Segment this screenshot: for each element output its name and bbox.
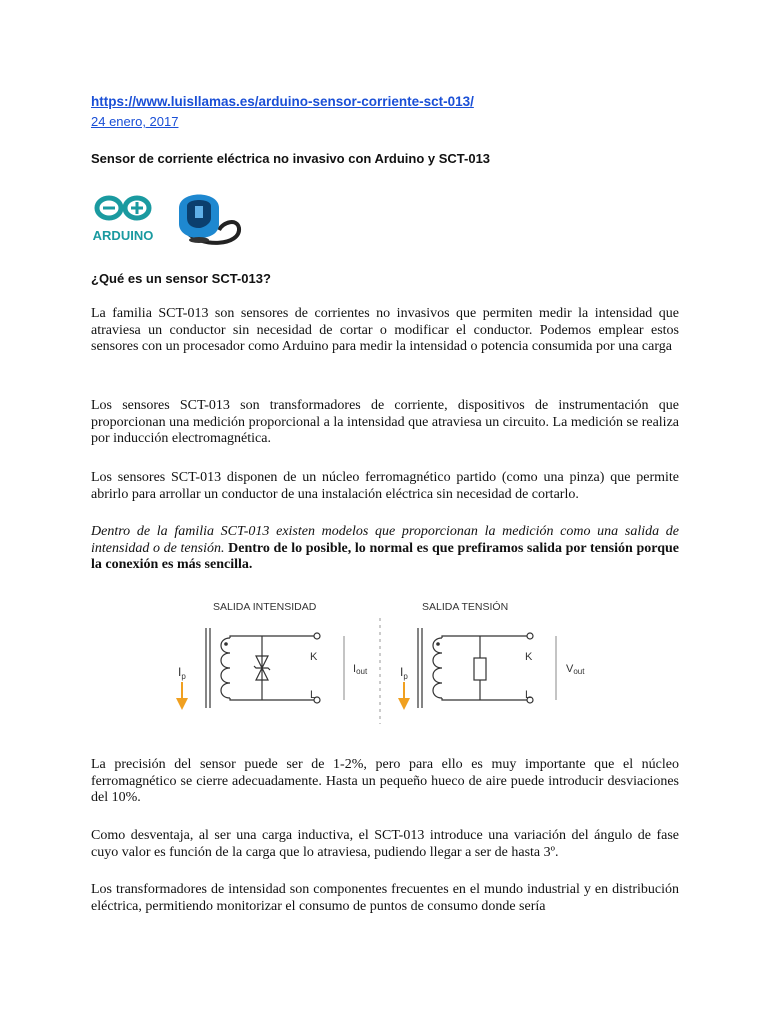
ip-label-right: $I_p$	[400, 665, 408, 681]
current-output-circuit	[206, 628, 344, 708]
ip-label-left: $I_p$	[178, 665, 186, 681]
iout-label: Iout	[353, 663, 368, 676]
l-terminal-label-right: L	[525, 689, 532, 701]
paragraph-phase-shift: Como desventaja, al ser una carga inductiva, el SCT-013 introduce una variación del ángulo de fase cuyo valor es función de la carga que lo atraviesa, pudiendo llegar a ser de hasta 3º.	[91, 828, 679, 860]
output-types-bold-text: Dentro de lo posible, lo normal es que prefiramos salida por tensión porque la conexión es más sencilla.	[91, 540, 679, 572]
source-url-link[interactable]: https://www.luisllamas.es/arduino-sensor-corriente-sct-013/	[91, 94, 474, 109]
current-output-title: SALIDA INTENSIDAD	[213, 601, 317, 613]
paragraph-industrial-use: Los transformadores de intensidad son componentes frecuentes en el mundo industrial y en distribución eléctrica, permitiendo monitorizar el consumo de puntos de consumo donde sería	[91, 882, 679, 914]
paragraph-intro: La familia SCT-013 son sensores de corrientes no invasivos que permiten medir la intensidad que atraviesa un conductor sin necesidad de cortar o modificar el conductor. Podemos emplear estos sensores con un procesador como Arduino para medir la intensidad o potencia consumida por una carga	[91, 306, 679, 354]
l-terminal-label-left: L	[310, 689, 317, 701]
vout-label: Vout	[566, 663, 585, 676]
logos-image	[91, 188, 251, 248]
document-title: Sensor de corriente eléctrica no invasivo con Arduino y SCT-013	[91, 151, 491, 166]
sct013-sensor-image	[179, 195, 239, 244]
paragraph-core: Los sensores SCT-013 disponen de un núcleo ferromagnético partido (como una pinza) que permite abrirlo para arrollar un conductor de una instalación eléctrica sin necesidad de cortarlo.	[91, 470, 679, 502]
paragraph-transformers: Los sensores SCT-013 son transformadores de corriente, dispositivos de instrumentación que proporcionan una medición proporcional a la intensidad que atraviesa un circuito. La medición se realiza por inducción electromagnética.	[91, 398, 679, 446]
arduino-logo	[93, 198, 154, 243]
k-terminal-label-right: K	[525, 651, 533, 663]
voltage-output-circuit	[418, 628, 556, 708]
arduino-logo-text: ARDUINO	[92, 228, 154, 243]
paragraph-output-types	[91, 524, 679, 574]
publish-date: 24 enero, 2017	[91, 114, 179, 129]
output-types-italic-text: Dentro de la familia SCT-013 existen modelos que proporcionan la medición como una salida de intensidad o de tensión.	[91, 524, 679, 556]
paragraph-precision: La precisión del sensor puede ser de 1-2%, pero para ello es muy importante que el núcleo ferromagnético se cierre adecuadamente. Hasta un pequeño hueco de aire puede introducir desviaciones del 10%.	[91, 757, 679, 805]
voltage-output-title: SALIDA TENSIÓN	[422, 601, 509, 613]
k-terminal-label-left: K	[310, 651, 318, 663]
section-heading: ¿Qué es un sensor SCT-013?	[91, 271, 271, 286]
sct013-circuit-diagram	[160, 596, 600, 726]
